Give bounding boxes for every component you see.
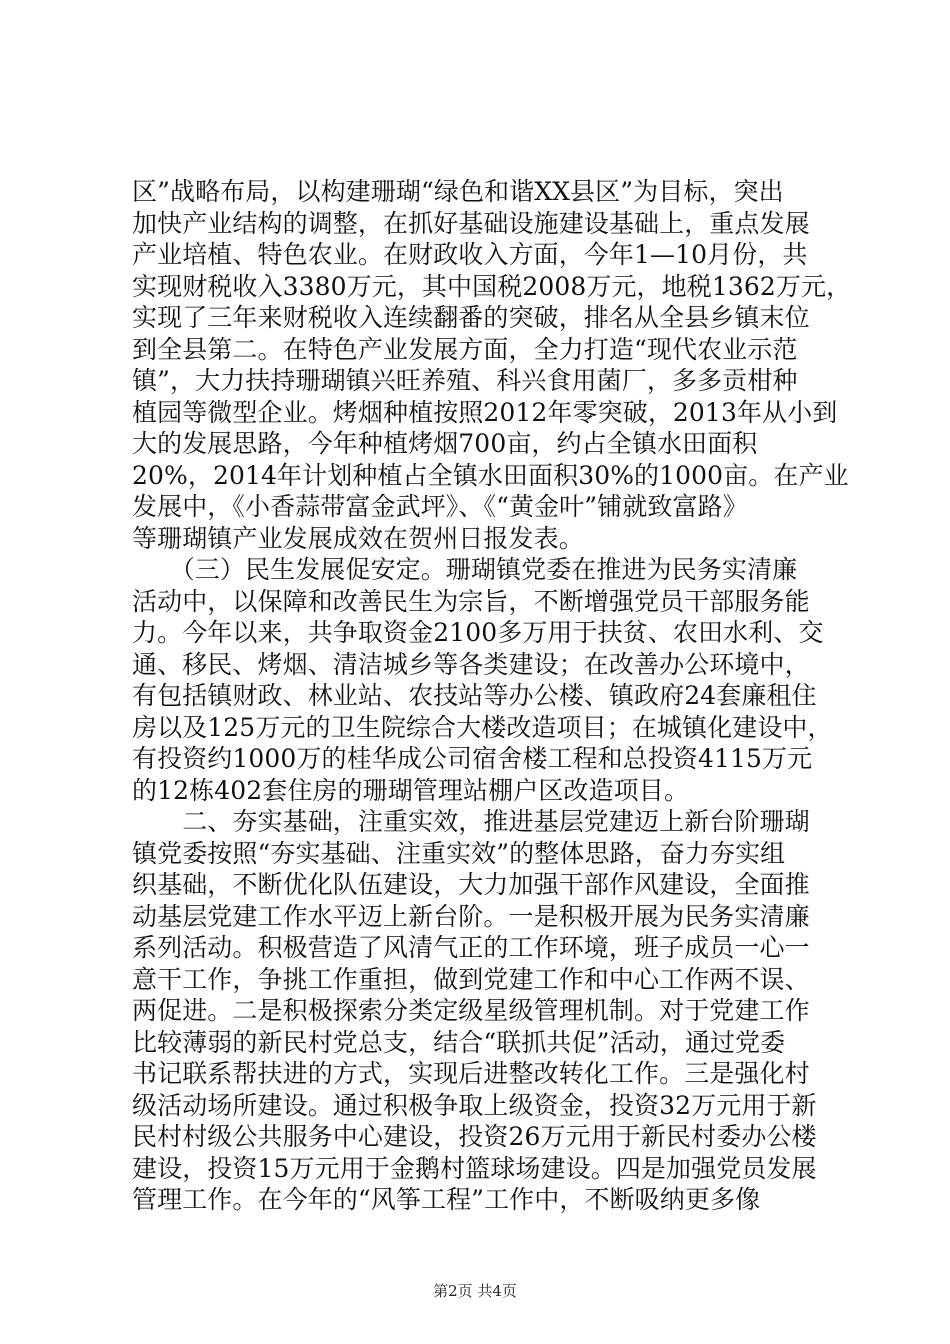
text-line: 级活动场所建设。通过积极争取上级资金，投资32万元用于新 bbox=[132, 1090, 817, 1120]
document-body bbox=[132, 176, 852, 1216]
text-line: 系列活动。积极营造了风清气正的工作环境，班子成员一心一 bbox=[132, 933, 810, 962]
text-line: 等珊瑚镇产业发展成效在贺州日报发表。 bbox=[132, 523, 584, 553]
text-line: 镇党委按照“夯实基础、注重实效”的整体思路，奋力夯实组 bbox=[132, 838, 786, 868]
text-line: 区”战略布局，以构建珊瑚“绿色和谐XX县区”为目标，突出 bbox=[132, 177, 784, 206]
text-line: 书记联系帮扶进的方式，实现后进整改转化工作。三是强化村 bbox=[132, 1059, 810, 1088]
text-line: 建设，投资15万元用于金鹅村篮球场建设。四是加强党员发展 bbox=[132, 1153, 817, 1183]
text-line: 动基层党建工作水平迈上新台阶。一是积极开展为民务实清廉 bbox=[132, 901, 810, 931]
text-line: 民村村级公共服务中心建设，投资26万元用于新民村委办公楼 bbox=[132, 1122, 817, 1151]
text-line: 有投资约1000万的桂华成公司宿舍楼工程和总投资4115万元 bbox=[132, 744, 813, 773]
text-line: 意干工作，争挑工作重担，做到党建工作和中心工作两不误、 bbox=[132, 964, 810, 994]
text-line: 产业培植、特色农业。在财政收入方面，今年1—10月份，共 bbox=[132, 240, 808, 269]
text-line: 二、夯实基础，注重实效，推进基层党建迈上新台阶珊瑚 bbox=[132, 807, 810, 836]
text-line: 实现财税收入3380万元，其中国税2008万元，地税1362万元， bbox=[132, 271, 852, 301]
text-line: 有包括镇财政、林业站、农技站等办公楼、镇政府24套廉租住 bbox=[132, 681, 817, 710]
text-line: 实现了三年来财税收入连续翻番的突破，排名从全县乡镇末位 bbox=[132, 303, 810, 332]
text-line: （三）民生发展促安定。珊瑚镇党委在推进为民务实清廉 bbox=[132, 555, 798, 584]
text-line: 织基础，不断优化队伍建设，大力加强干部作风建设，全面推 bbox=[132, 870, 810, 899]
text-line: 活动中，以保障和改善民生为宗旨，不断增强党员干部服务能 bbox=[132, 586, 810, 616]
text-line: 房以及125万元的卫生院综合大楼改造项目；在城镇化建设中， bbox=[132, 712, 833, 742]
page-number-footer: 第2页 共4页 bbox=[433, 1282, 517, 1300]
text-line: 力。今年以来，共争取资金2100多万用于扶贫、农田水利、交 bbox=[132, 618, 824, 647]
text-line: 20%，2014年计划种植占全镇水田面积30%的1000亩。在产业 bbox=[132, 460, 849, 490]
text-line: 发展中，《小香蒜带富金武坪》、《“黄金叶”铺就致富路》 bbox=[132, 492, 748, 521]
text-line: 两促进。二是积极探索分类定级星级管理机制。对于党建工作 bbox=[132, 996, 810, 1025]
text-line: 加快产业结构的调整，在抓好基础设施建设基础上，重点发展 bbox=[132, 208, 810, 238]
text-line: 镇”，大力扶持珊瑚镇兴旺养殖、科兴食用菌厂，多多贡柑种 bbox=[132, 366, 798, 395]
text-line: 植园等微型企业。烤烟种植按照2012年零突破，2013年从小到 bbox=[132, 397, 838, 427]
text-line: 管理工作。在今年的“风筝工程”工作中，不断吸纳更多像 bbox=[132, 1185, 761, 1214]
text-line: 比较薄弱的新民村党总支，结合“联抓共促”活动，通过党委 bbox=[132, 1027, 786, 1057]
text-line: 到全县第二。在特色产业发展方面，全力打造“现代农业示范 bbox=[132, 334, 798, 364]
text-line: 大的发展思路，今年种植烤烟700亩，约占全镇水田面积 bbox=[132, 429, 758, 458]
text-line: 通、移民、烤烟、清洁城乡等各类建设；在改善办公环境中， bbox=[132, 649, 810, 679]
text-line: 的12栋402套住房的珊瑚管理站棚户区改造项目。 bbox=[132, 775, 689, 805]
